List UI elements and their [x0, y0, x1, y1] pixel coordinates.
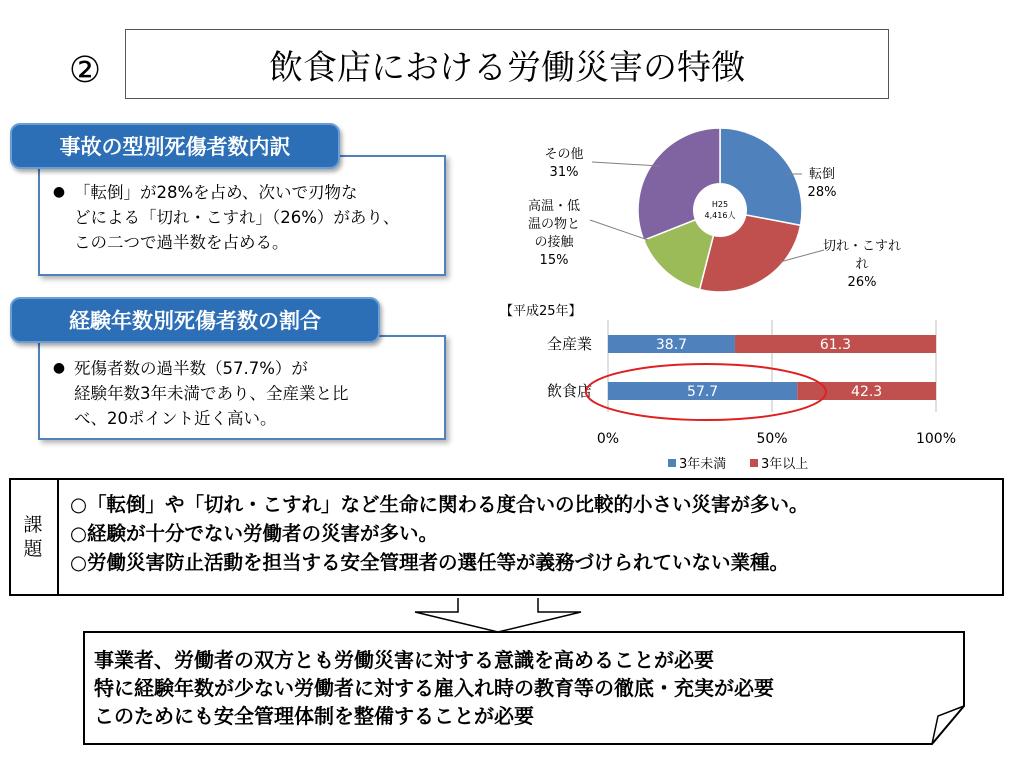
issue-line: ○「転倒」や「切れ・こすれ」など生命に関わる度合いの比較的小さい災害が多い。: [70, 493, 809, 516]
down-arrow-icon: [415, 598, 581, 632]
page-title-box: [125, 29, 889, 99]
issue-line: ○経験が十分でない労働者の災害が多い。: [70, 522, 439, 545]
pie-center-label: 4,416人: [704, 211, 736, 220]
conclusion-line: 特に経験年数が少ない労働者に対する雇入れ時の教育等の徹底・充実が必要: [94, 676, 774, 700]
pie-slice-label: 高温・低: [527, 199, 581, 214]
pie-slice-label: 温の物と: [527, 217, 581, 232]
legend-swatch: [750, 459, 758, 467]
conclusion-line: 事業者、労働者の双方とも労働災害に対する意識を高めることが必要: [94, 648, 714, 672]
slide-number: ②: [68, 50, 102, 91]
bullet-line: この二つで過半数を占める。: [74, 233, 289, 252]
bar-value-label: 38.7: [655, 337, 688, 353]
pie-center-hole: [693, 183, 747, 237]
legend-label: 3年以上: [761, 457, 809, 472]
pie-slice-label: 15%: [539, 253, 569, 268]
bullet-line: 「転倒」が28%を占め、次いで刃物な: [74, 183, 358, 202]
pie-slice-label: 転倒: [808, 167, 836, 182]
bullet-line: べ、20ポイント近く高い。: [74, 409, 277, 428]
pie-slice-label: その他: [544, 147, 584, 162]
bullet-icon: ●: [52, 360, 66, 376]
issues-list: [70, 490, 1000, 577]
category-label: 飲食店: [546, 382, 592, 400]
pie-slice-label: 28%: [807, 185, 837, 200]
pie-center-label: H25: [711, 200, 729, 209]
issues-label-char: 課: [23, 514, 43, 536]
bar-value-label: 57.7: [687, 384, 719, 400]
page-title: 飲食店における労働災害の特徴: [269, 47, 745, 88]
issues-label-char: 題: [23, 538, 43, 560]
conclusion-line: このためにも安全管理体制を整備することが必要: [94, 704, 534, 728]
x-tick-label: 100%: [915, 431, 957, 447]
issue-line: ○労働災害防止活動を担当する安全管理者の選任等が義務づけられていない業種。: [70, 551, 790, 574]
pie-slice-label: 切れ・こすれ: [822, 239, 902, 254]
conclusion-text: [94, 646, 974, 730]
x-tick-label: 50%: [756, 431, 788, 447]
pie-slice-label: れ: [855, 257, 869, 272]
issues-label: [9, 478, 59, 596]
pie-slice-label: の接触: [534, 235, 574, 250]
bar-value-label: 42.3: [851, 384, 883, 400]
bullet-icon: ●: [52, 184, 66, 200]
legend-label: 3年未満: [679, 457, 727, 472]
pie-slice-label: 31%: [549, 165, 579, 180]
bullet-line: 死傷者数の過半数（57.7%）が: [74, 359, 308, 378]
charts: [480, 110, 980, 478]
pie-slice-label: 26%: [847, 275, 877, 290]
bullet-line: 経験年数3年未満であり、全産業と比: [74, 384, 349, 403]
category-label: 全産業: [546, 335, 592, 353]
bar-value-label: 61.3: [819, 337, 852, 353]
section2-bullet: [44, 356, 444, 431]
pie-leader-line: [592, 162, 660, 166]
x-tick-label: 0%: [596, 431, 620, 447]
bullet-line: どによる「切れ・こすれ」（26%）があり、: [74, 208, 400, 227]
legend-swatch: [668, 459, 676, 467]
chart-note: 【平成25年】: [500, 304, 582, 319]
section2-heading: 経験年数別死傷者数の割合: [10, 297, 380, 343]
section1-heading: 事故の型別死傷者数内訳: [10, 123, 340, 169]
section1-bullet: [44, 180, 444, 255]
